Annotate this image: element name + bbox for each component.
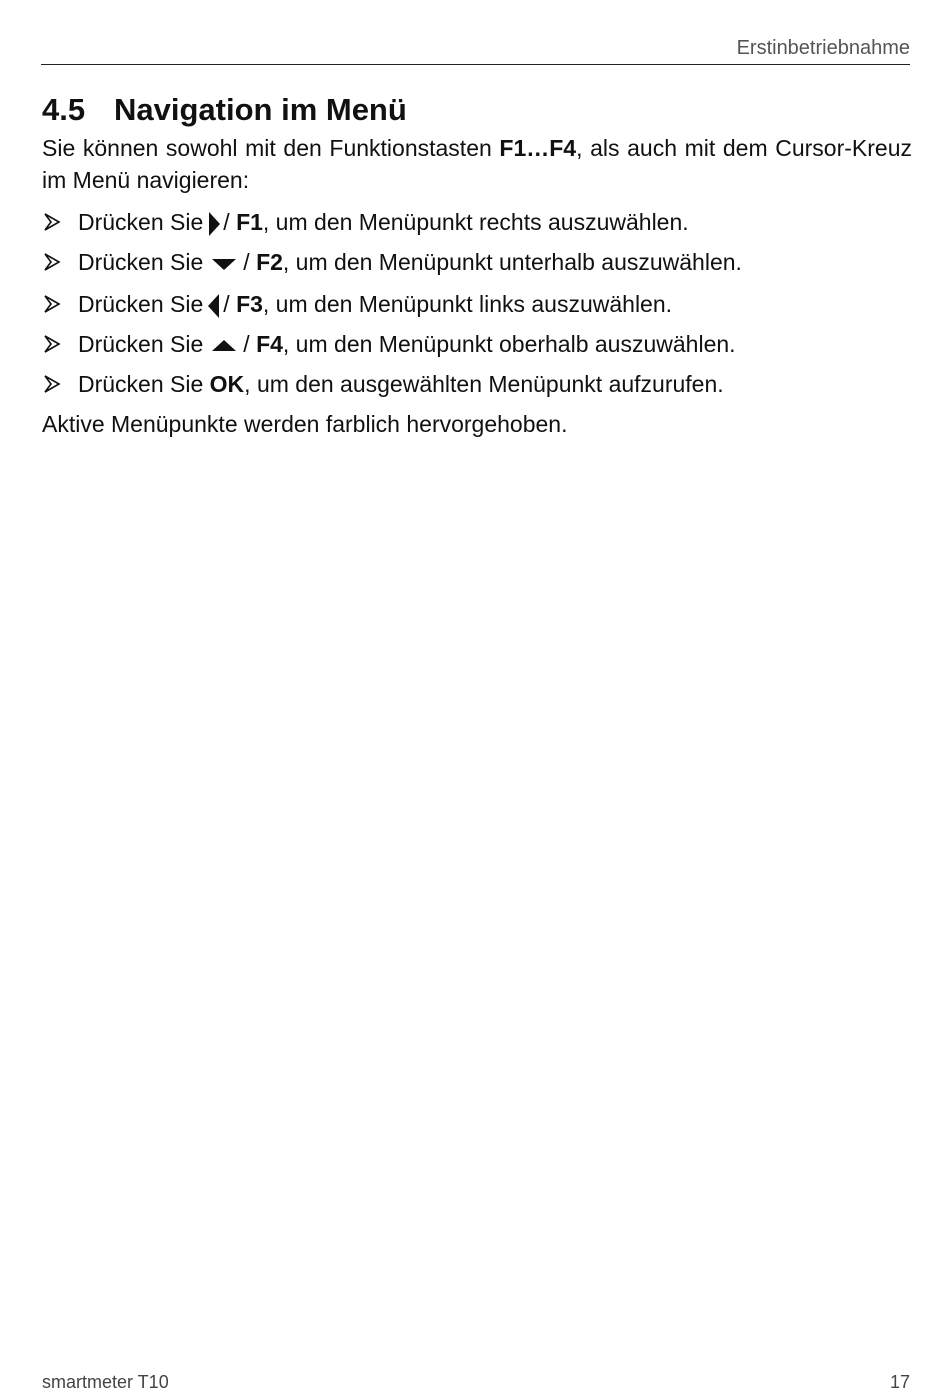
document-name: smartmeter T10 (42, 1372, 169, 1392)
bullet-arrow-icon (42, 251, 62, 273)
bullet-arrow-icon (42, 293, 62, 315)
list-item (42, 324, 912, 364)
instruction-prefix: Drücken Sie (78, 331, 204, 357)
instruction-prefix: Drücken Sie (78, 371, 210, 397)
key-label: OK (209, 371, 245, 397)
instruction-suffix: , um den Menüpunkt rechts auszuwählen. (262, 209, 689, 235)
instruction-prefix: Drücken Sie (78, 209, 204, 235)
arrow-down-icon (211, 257, 237, 271)
list-item (42, 242, 912, 282)
arrow-left-icon (207, 293, 221, 319)
section-number: 4.5 (42, 92, 86, 127)
instruction-separator: / (243, 331, 257, 357)
key-label: F2 (256, 249, 283, 275)
arrow-right-icon (207, 211, 221, 237)
instruction-list (42, 202, 912, 404)
page-footer (42, 1372, 910, 1396)
instruction-suffix: , um den Menüpunkt links auszuwählen. (262, 291, 673, 317)
bullet-arrow-icon (42, 373, 62, 395)
list-item (42, 202, 912, 242)
intro-paragraph (42, 132, 912, 196)
list-item (42, 284, 912, 324)
chapter-title: Erstinbetriebnahme (736, 37, 910, 59)
section-title: Navigation im Menü (114, 92, 407, 127)
intro-text-start: Sie können sowohl mit den Funktionstasten (42, 135, 500, 161)
instruction-separator: / (243, 249, 257, 275)
instruction-suffix: , um den Menüpunkt oberhalb auszuwählen. (282, 331, 736, 357)
section-heading (42, 88, 912, 132)
page-number: 17 (889, 1372, 910, 1392)
key-label: F4 (256, 331, 283, 357)
intro-text-end: , als auch mit dem Cursor-Kreuz im Menü navigieren: (42, 135, 912, 193)
page-content (42, 88, 912, 444)
bullet-arrow-icon (42, 211, 62, 233)
list-item (42, 364, 912, 404)
instruction-separator: / (223, 209, 237, 235)
instruction-suffix: , um den Menüpunkt unterhalb auszuwählen. (282, 249, 742, 275)
page-header (41, 34, 910, 65)
arrow-up-icon (211, 339, 237, 353)
bullet-arrow-icon (42, 333, 62, 355)
closing-note: Aktive Menüpunkte werden farblich hervorgehoben. (42, 411, 568, 437)
instruction-separator: / (223, 291, 237, 317)
instruction-prefix: Drücken Sie (78, 249, 204, 275)
instruction-suffix: , um den ausgewählten Menüpunkt aufzurufen. (244, 371, 724, 397)
function-keys-range: F1…F4 (499, 135, 577, 161)
instruction-prefix: Drücken Sie (78, 291, 204, 317)
key-label: F1 (236, 209, 263, 235)
key-label: F3 (236, 291, 263, 317)
